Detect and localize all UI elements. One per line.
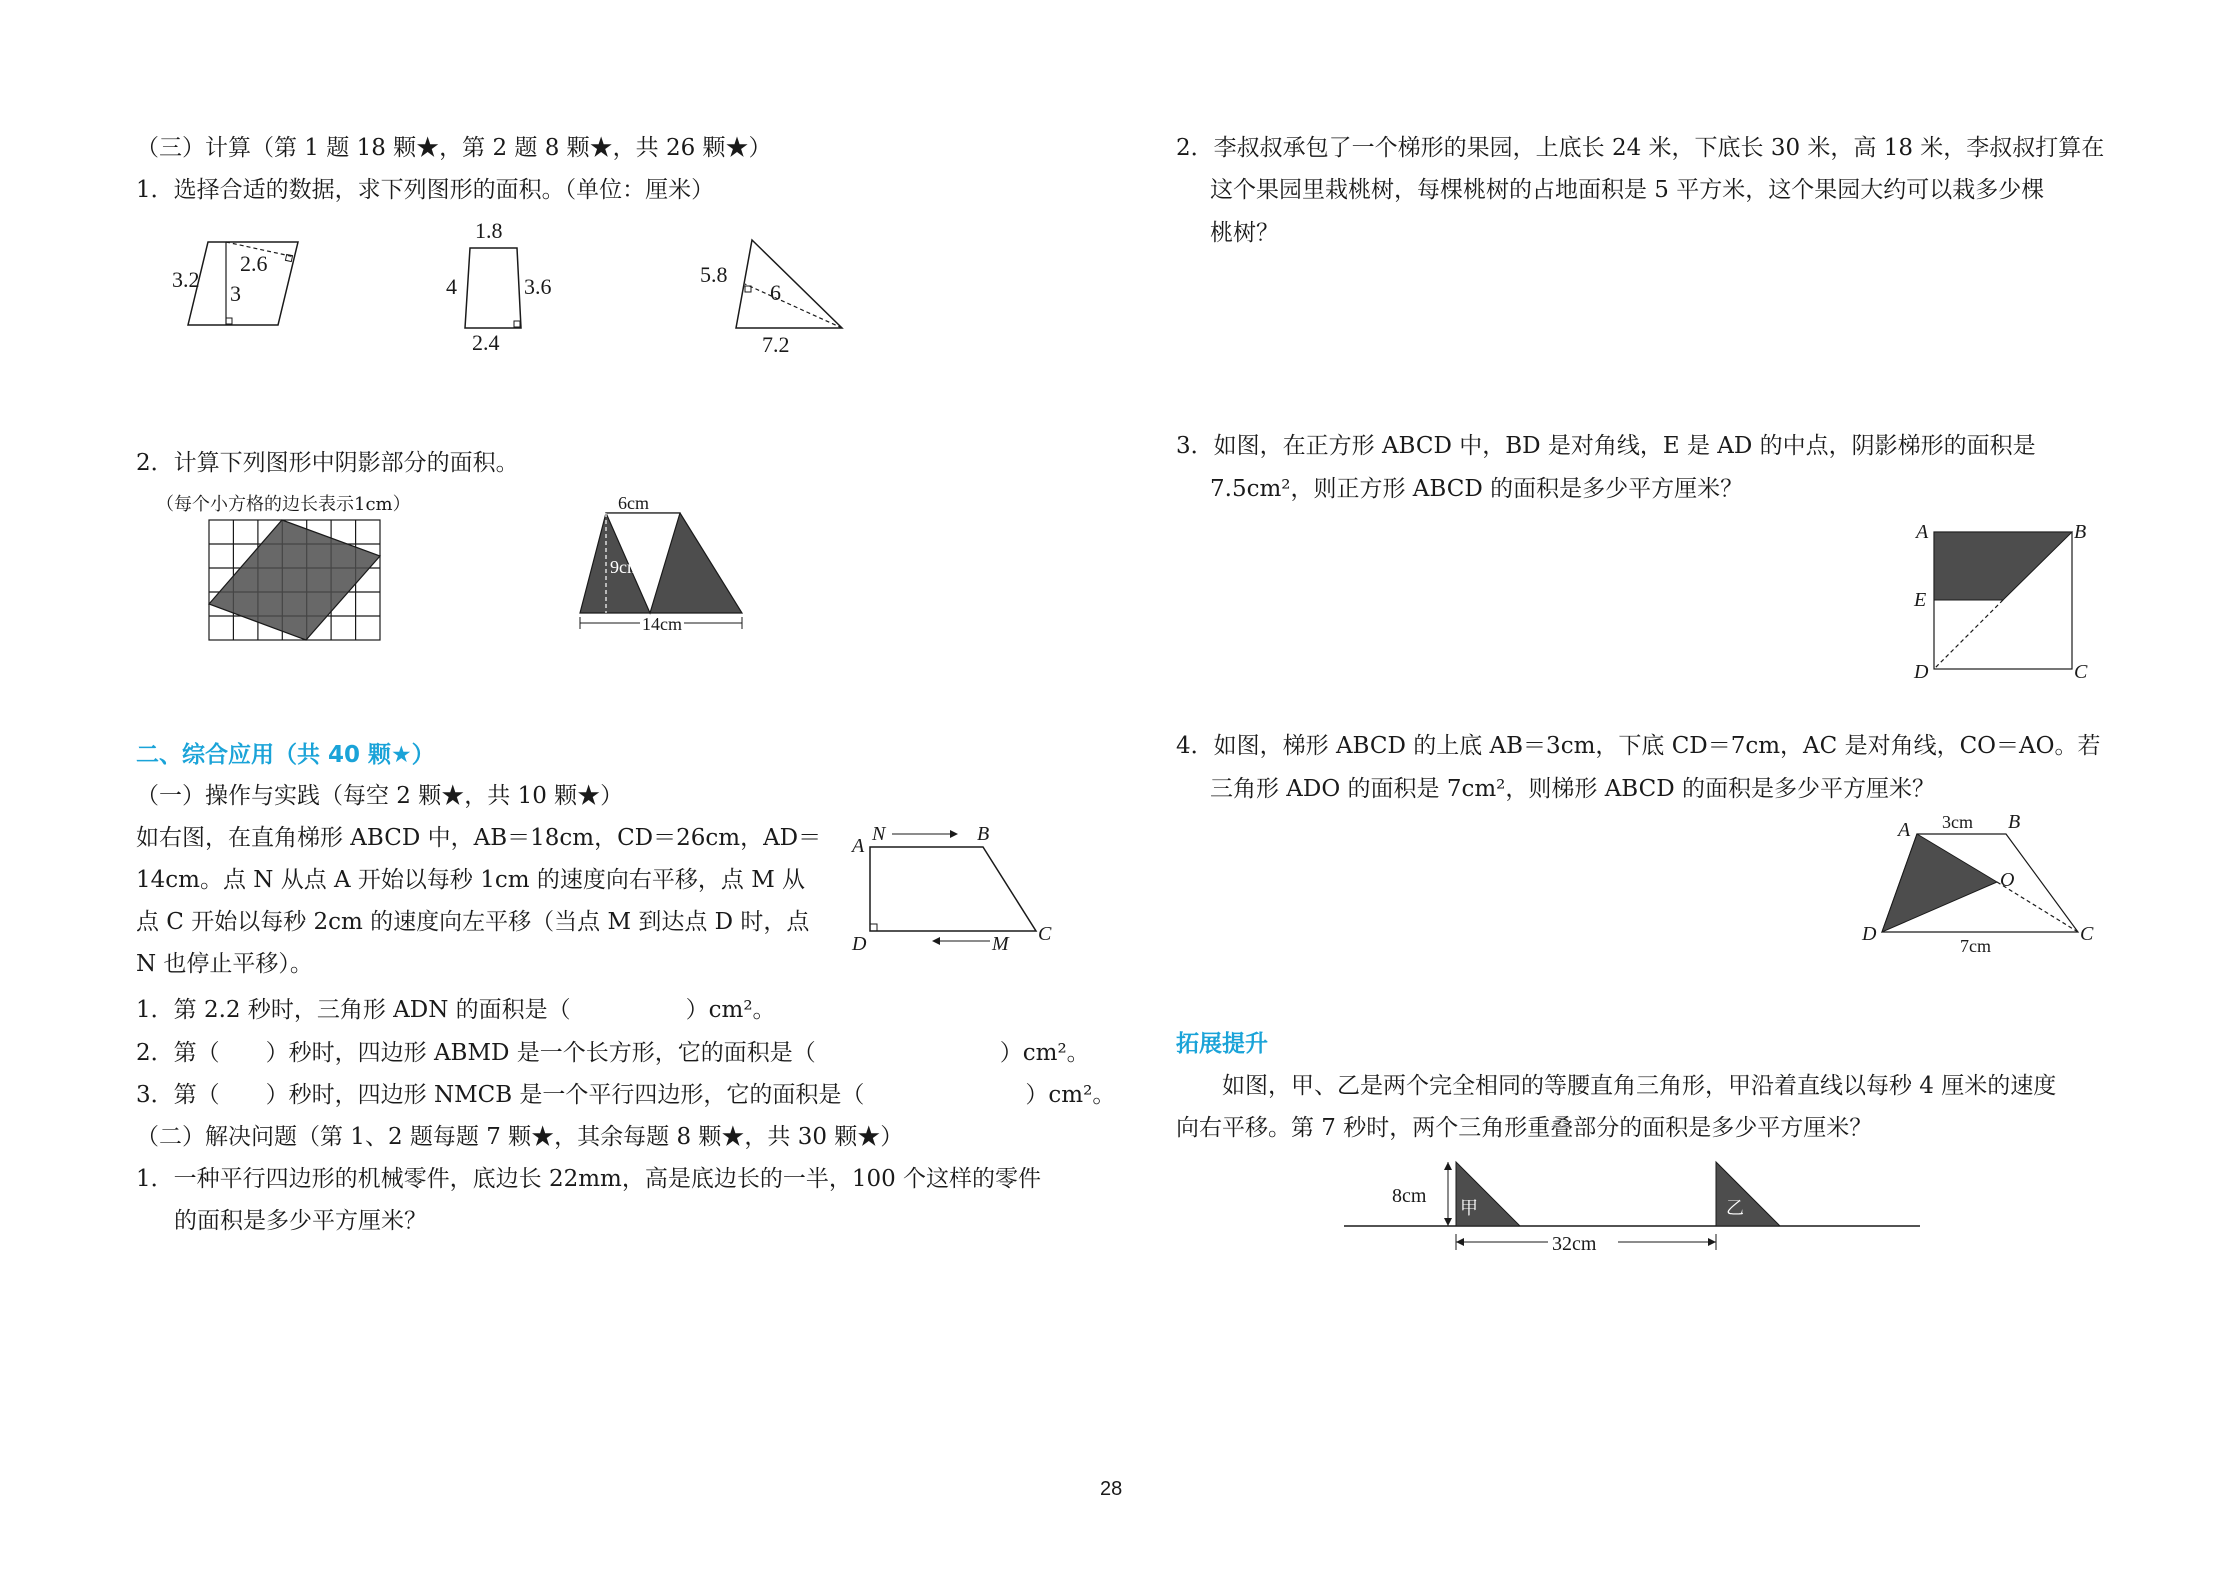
question-2-note: （每个小方格的边长表示1cm）: [156, 494, 411, 515]
label-32cm: 32cm: [1552, 1233, 1597, 1255]
triangle-shape: [736, 240, 842, 328]
label-a: A: [1916, 521, 1929, 543]
paragraph-line-3: 点 C 开始以每秒 2cm 的速度向左平移（当点 M 到达点 D 时，点: [136, 909, 810, 935]
label-2-6: 2.6: [240, 251, 268, 276]
fill-blank-1: 1．第 2.2 秒时，三角形 ADN 的面积是（ ）cm²。: [136, 997, 776, 1023]
label-a: A: [852, 835, 865, 857]
problem-2-line-2: 这个果园里栽桃树，每棵桃树的占地面积是 5 平方米，这个果园大约可以栽多少棵: [1210, 177, 2045, 203]
label-3-2: 3.2: [172, 267, 200, 292]
problem-2-line-1: 2．李叔叔承包了一个梯形的果园，上底长 24 米，下底长 30 米，高 18 米，李叔叔打算在: [1176, 135, 2105, 161]
paragraph-line-4: N 也停止平移）。: [136, 951, 313, 977]
question-2: 2．计算下列图形中阴影部分的面积。: [136, 450, 519, 476]
shaded-trapezoid: [1934, 532, 2072, 600]
label-14cm: 14cm: [642, 614, 682, 634]
label-3: 3: [230, 281, 241, 306]
label-e: E: [1914, 589, 1927, 611]
label-n: N: [872, 823, 886, 845]
fill-blank-3: 3．第（ ）秒时，四边形 NMCB 是一个平行四边形，它的面积是（ ）cm²。: [136, 1082, 1116, 1108]
question-1: 1．选择合适的数据，求下列图形的面积。（单位：厘米）: [136, 177, 715, 203]
trapezoid-figure: [440, 218, 590, 358]
problem-1-line-2: 的面积是多少平方厘米？: [174, 1208, 427, 1234]
label-m: M: [992, 933, 1009, 955]
shaded-triangles-figure: [570, 495, 760, 645]
parallelogram-figure: [160, 235, 310, 335]
label-b: B: [977, 823, 990, 845]
page-number: 28: [1100, 1478, 1123, 1500]
problem-1-line-1: 1．一种平行四边形的机械零件，底边长 22mm，高是底边长的一半，100 个这样的零件: [136, 1166, 1042, 1192]
shaded-triangle-ado: [1882, 834, 1997, 932]
problem-3-line-2: 7.5cm²，则正方形 ABCD 的面积是多少平方厘米？: [1210, 476, 1744, 502]
right-angle-mark: [870, 924, 877, 931]
label-a: A: [1898, 819, 1911, 841]
extension-line-1: 如图，甲、乙是两个完全相同的等腰直角三角形，甲沿着直线以每秒 4 厘米的速度: [1222, 1073, 2057, 1099]
label-c: C: [2074, 661, 2088, 683]
label-7cm: 7cm: [1960, 936, 1991, 956]
problem-4-line-2: 三角形 ADO 的面积是 7cm²，则梯形 ABCD 的面积是多少平方厘米？: [1210, 776, 1935, 802]
label-b: B: [2074, 521, 2087, 543]
problem-2-line-3: 桃树？: [1210, 220, 1279, 246]
right-angle-mark: [226, 318, 232, 324]
label-8cm: 8cm: [1392, 1185, 1427, 1207]
label-3-6: 3.6: [524, 274, 552, 299]
label-6cm: 6cm: [618, 493, 649, 513]
label-2-4: 2.4: [472, 330, 500, 355]
label-c: C: [2080, 923, 2094, 945]
square-figure: [1910, 516, 2090, 686]
triangle-figure: [700, 230, 860, 360]
label-d: D: [1862, 923, 1877, 945]
label-6: 6: [770, 280, 781, 305]
section-3-header: （三）计算（第 1 题 18 颗★，第 2 题 8 颗★，共 26 颗★）: [136, 135, 772, 161]
height-dashed: [745, 284, 842, 328]
extension-title: 拓展提升: [1176, 1031, 1268, 1057]
sliding-triangles-figure: [1340, 1150, 1940, 1270]
sub-1-header: （一）操作与实践（每空 2 颗★，共 10 颗★）: [136, 783, 624, 809]
shaded-parallelogram: [209, 520, 380, 640]
label-5-8: 5.8: [700, 262, 728, 287]
trapezoid-abcd: [870, 847, 1036, 931]
problem-4-line-1: 4．如图，梯形 ABCD 的上底 AB＝3cm，下底 CD＝7cm，AC 是对角线，CO＝AO。若: [1176, 733, 2101, 759]
part-2-title: 二、综合应用（共 40 颗★）: [136, 742, 435, 768]
problem-3-line-1: 3．如图，在正方形 ABCD 中，BD 是对角线，E 是 AD 的中点，阴影梯形的面积是: [1176, 433, 2036, 459]
label-d: D: [1914, 661, 1929, 683]
label-jia: 甲: [1460, 1198, 1478, 1218]
diagonal-bd-dashed: [1934, 600, 2003, 669]
label-7-2: 7.2: [762, 332, 790, 357]
moving-points-figure: [840, 820, 1070, 960]
label-yi: 乙: [1726, 1198, 1744, 1218]
paragraph-line-1: 如右图，在直角梯形 ABCD 中，AB＝18cm，CD＝26cm，AD＝: [136, 825, 822, 851]
label-9cm: 9cm: [610, 557, 641, 577]
label-d: D: [852, 933, 867, 955]
label-1-8: 1.8: [475, 218, 503, 243]
label-c: C: [1038, 923, 1052, 945]
right-angle-mark: [514, 321, 520, 327]
trapezoid-ado-figure: [1860, 810, 2100, 960]
label-3cm: 3cm: [1942, 812, 1973, 832]
fill-blank-2: 2．第（ ）秒时，四边形 ABMD 是一个长方形，它的面积是（ ）cm²。: [136, 1040, 1090, 1066]
grid-figure: [205, 516, 385, 646]
trapezoid-shape: [465, 248, 521, 328]
label-4: 4: [446, 274, 457, 299]
extension-line-2: 向右平移。第 7 秒时，两个三角形重叠部分的面积是多少平方厘米？: [1176, 1115, 1873, 1141]
label-o: O: [2000, 869, 2015, 891]
label-b: B: [2008, 811, 2021, 833]
sub-2-header: （二）解决问题（第 1、2 题每题 7 颗★，其余每题 8 颗★，共 30 颗★）: [136, 1124, 904, 1150]
paragraph-line-2: 14cm。点 N 从点 A 开始以每秒 1cm 的速度向右平移，点 M 从: [136, 867, 806, 893]
